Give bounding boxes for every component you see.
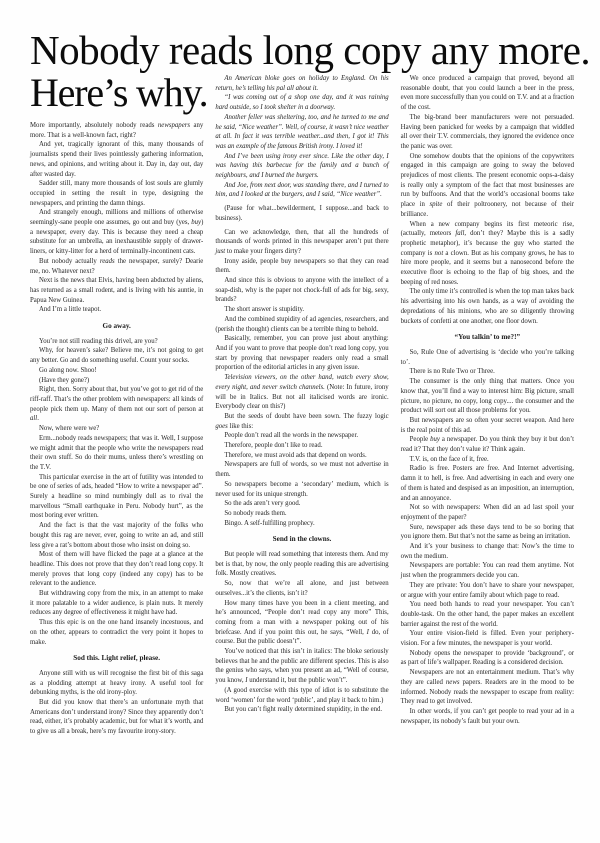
text-run: People	[409, 436, 431, 444]
paragraph	[401, 220, 574, 288]
paragraph: The consumer is the only thing that matters. Once you know that, you’ll find a way to interest him: Big picture, small picture, no picture, no copy, long copy.... the consumer and the product will sort out all those problems for you.	[400, 378, 574, 415]
section-heading: Sod this. Light relief, please.	[73, 654, 161, 663]
paragraph: And since this is obvious to anyone with the intellect of a soap-dish, why is the paper not chock-full of ads for big, sexy, brands?	[215, 277, 389, 304]
paragraph: Newspapers are full of words, so we must not advertise in them.	[215, 461, 389, 479]
paragraph	[215, 599, 388, 648]
paragraph: They are private: You don’t have to share your newspaper, or argue with your entire family about which page to read.	[400, 581, 574, 599]
paragraph: Erm...nobody reads newspapers; that was it. Well, I suppose we might admit that the people who write the newspapers read their own stuff. So do their mums, unless there’s wrestling on the T.V.	[30, 434, 204, 471]
section-heading: Send in the clowns.	[272, 535, 332, 544]
italic-text-run: Television viewers, on the other hand, watch every show, every night, and never switch channels.	[215, 374, 389, 391]
text-run: How many times have you been in a client meeting, and he’s announced, “People don’t read copy any more” This, coming from a man with a newspaper poking out of his briefcase. And if you point this out, he says, “Well,	[215, 599, 389, 636]
column-layout	[30, 70, 574, 737]
text-run: One somehow doubts that the opinions of the copywriters engaged in this campaign are going to sway the beloved prejudices of most clients. The present economic oops-a-daisy is really only a symptom of the fact that most businesses are run by buffoons. And that the world’s occasional booms take place in	[400, 152, 574, 209]
paragraph: Sadder still, many more thousands of lost souls are glumly occupied in setting the result in type, designing the newspapers, and printing the damn things.	[30, 180, 204, 207]
paragraph: There is no Rule Two or Three.	[409, 368, 495, 376]
text-run: .	[37, 415, 39, 423]
text-run: to make your fingers dirty?	[225, 247, 301, 255]
paragraph	[215, 647, 388, 686]
italic-text-run: newspapers	[157, 122, 191, 129]
paragraph	[30, 121, 203, 140]
paragraph	[30, 385, 203, 424]
paragraph: But you can’t fight really determined stupidity, in the end.	[224, 706, 383, 714]
paragraph: “I was coming out of a shop one day, and it was raining hard outside, so I took shelter in a doorway.	[215, 94, 389, 112]
column-1	[30, 70, 208, 737]
italic-text-run: buy	[430, 436, 440, 444]
paragraph: And I’m a little teapot.	[39, 306, 102, 314]
text-run: But nobody actually	[39, 257, 100, 265]
text-run: And strangely enough, millions and millions of otherwise seemingly-sane people one assumes, go out and buy (yes,	[30, 209, 204, 227]
paragraph: (A good exercise with this type of idiot is to substitute the word ‘women’ for the word ‘public’, and play it back to him.)	[215, 686, 389, 704]
text-run: do, of course. But the public doesn’t”.	[215, 628, 389, 646]
paragraph: The only time it’s controlled is when the top man takes back his advertising into his own hands, as a way of avoiding the depredations of his minions, who are so diligently throwing buckets of confetti at one another, one floor down.	[400, 288, 574, 325]
paragraph	[401, 152, 574, 220]
text-run: of their poltroonery, not because of their brilliance.	[400, 201, 574, 218]
paragraph: An American bloke goes on holiday to England. On his return, he’s telling his pal all about it.	[215, 75, 389, 92]
paragraph: The big-brand beer manufacturers were not persuaded. Having been panicked for weeks by a campaign that widdled all over their T.V. commercials, they ignored the evidence once the panic was over.	[400, 113, 574, 150]
italic-text-run: not	[434, 249, 444, 257]
paragraph: Most of them will have flicked the page at a glance at the headline. This does not prove that they don’t read long copy. It merely proves that long copy (indeed any copy) has to be relevant to the audience.	[30, 551, 204, 588]
paragraph: Newspapers are portable: You can read them anytime. Not just when the programmers decide you can.	[400, 562, 574, 580]
paragraph: The short answer is stupidity.	[224, 306, 305, 314]
paragraph: And I’ve been using irony ever since. Like the other day, I was having this barbecue for the family and a bunch of neighbours, and I burned the burgers.	[215, 152, 389, 180]
italic-text-run: I	[245, 677, 248, 685]
paragraph	[401, 435, 574, 454]
text-run: Right, then. Sorry about that, but you’ve got to get rid of the riff-raff. That’s the other problem with newspapers: all kinds of people pick them up. Many of them not our sort of person at	[30, 386, 204, 413]
paragraph: We once produced a campaign that proved, beyond all reasonable doubt, that you could launch a beer in the press, even more successfully than you could on T.V. and at a fraction of the cost.	[400, 75, 574, 112]
text-run: understand it, but the public won’t”.	[247, 677, 348, 685]
paragraph: Next is the news that Elvis, having been abducted by aliens, has returned as a small rodent, and is living with his auntie, in Papua New Guinea.	[30, 277, 204, 304]
paragraph: Therefore, people don’t like to read.	[224, 442, 323, 450]
text-run: a newspaper. Do you think they buy it but don’t read it? That they don’t value it? Think again.	[400, 436, 574, 454]
paragraph: But people will read something that interests them. And my bet is that, by now, the only people reading this are advertising folk. Mostly creatives.	[215, 551, 389, 578]
paragraph: But newspapers are so often your secret weapon. And here is the real point of this ad.	[400, 416, 574, 434]
headline-line2: Here’s why.	[30, 70, 208, 115]
text-run: Can we acknowledge, then, that all the hundreds of thousands of words printed in this newspaper aren’t put there	[215, 228, 389, 246]
text-run: like this:	[227, 422, 254, 430]
column-2	[215, 74, 388, 737]
text-run: any more. That is a well-known fact, right?	[30, 122, 204, 139]
paragraph	[30, 208, 203, 257]
text-run: the newspaper, surely? Dearie me, no. Whatever next?	[30, 257, 204, 275]
paragraph: So, Rule One of advertising is ‘decide who you’re talking to’.	[400, 348, 574, 366]
paragraph	[401, 668, 574, 707]
paragraph: (Pause for what...bewilderment, I suppose...and back to business).	[215, 205, 389, 222]
paragraph: So the ads aren’t very good.	[224, 500, 301, 508]
paragraph: Thus this epic is on the one hand insanely incestuous, and on the other, appears to contradict the very point it hopes to make.	[30, 619, 204, 646]
italic-text-run: just	[215, 247, 226, 255]
paragraph: Bingo. A self-fulfilling prophecy.	[224, 519, 315, 527]
italic-text-run: reads	[99, 257, 115, 265]
italic-text-run: fall	[455, 230, 465, 238]
column-3	[401, 74, 574, 737]
text-run: (Note: In future, irony will be in Italics. But not all italicised words are ironic. Everybody clear on this?)	[215, 383, 389, 411]
italic-text-run: goes	[215, 422, 228, 430]
italic-text-run: news	[445, 678, 460, 686]
paragraph	[215, 228, 388, 257]
text-run: More importantly, absolutely nobody reads	[30, 122, 158, 129]
paragraph: But did you know that there’s an unfortunate myth that Americans don’t understand irony? Since they apparently don’t read, either, it’s probably academic, but for what it’s worth, and to give us all a break, here’s my favourite irony-story.	[30, 699, 204, 736]
paragraph: T.V. is, on the face of it, free.	[409, 455, 489, 463]
paragraph: And the fact is that the vast majority of the folks who bought this rag are never, ever, going to write an ad, and still less give a rat’s bottom about those who insist on doing so.	[30, 522, 204, 549]
paragraph: So nobody reads them.	[224, 509, 287, 517]
paragraph	[215, 373, 388, 412]
headline-line1: Nobody reads long copy any more.	[30, 27, 591, 73]
italic-text-run: all	[30, 415, 38, 423]
paragraph: Go along now. Shoo!	[39, 366, 97, 374]
paragraph	[30, 257, 203, 276]
paragraph: (Have they gone?)	[39, 376, 90, 384]
paragraph: And it’s your business to change that: Now’s the time to own the medium.	[400, 543, 574, 560]
text-run: But the seeds of doubt have been sown. The fuzzy logic	[224, 412, 389, 420]
paragraph: Another feller was sheltering, too, and he turned to me and he said, “Nice weather”. Well, of course, it wasn’t nice weather at all. In fact it was terrible weather...and then, I got it! This was an example of the famous British irony. I loved it!	[215, 113, 389, 150]
paragraph: Your entire vision-field is filled. Even your periphery-vision. For a few minutes, the newspaper is your world.	[400, 630, 574, 648]
paragraph: Nobody opens the newspaper to provide ‘background’, or as part of life’s wallpaper. Reading is a considered decision.	[400, 649, 574, 667]
paragraph: You need both hands to read your newspaper. You can’t double-task. On the other hand, the paper makes an excellent barrier against the rest of the world.	[400, 601, 574, 628]
paragraph: Therefore, we must avoid ads that depend on words.	[224, 451, 367, 459]
paragraph: Sure, newspaper ads these days tend to be so boring that you ignore them. But that’s not the same as being an irritation.	[400, 523, 574, 541]
paragraph: Radio is free. Posters are free. And Internet advertising, damn it to hell, is free. And advertising in each and every one of them is hated and despised as an imposition, an interruption, and an annoyance.	[400, 465, 574, 502]
paragraph: So, now that we’re all alone, and just between ourselves...it’s the clients, isn’t it?	[215, 580, 389, 597]
italic-text-run: I	[366, 628, 369, 636]
paragraph: In other words, if you can’t get people to read your ad in a newspaper, its nobody’s fault but your own.	[400, 708, 574, 725]
paragraph: And the combined stupidity of ad agencies, researchers, and (perish the thought) clients can be a terrible thing to behold.	[215, 315, 389, 333]
text-run: Newspapers are not an entertainment medium. That’s why they are called	[400, 669, 574, 686]
paragraph: Not so with newspapers: When did an ad last spoil your enjoyment of the paper?	[400, 504, 574, 521]
text-run: When a new company begins its first meteoric rise, (actually, meteors	[400, 220, 574, 238]
text-run: , don’t they? Maybe this is a sadly prophetic metaphor), it’s because the guy who started the company is	[400, 230, 574, 257]
paragraph: And Joe, from next door, was standing there, and I turned to him, and I looked at the burgers, and I said, “Nice weather”.	[215, 181, 389, 199]
section-heading: “You talkin’ to me?!”	[454, 333, 521, 342]
paragraph: Anyone still with us will recognise the first bit of this saga as a plodding attempt at heavy irony. A useful tool for debunking myths, is the old irony-ploy.	[30, 669, 204, 697]
paragraph: Basically, remember, you can prove just about anything: And if you want to prove that people don’t read long copy, you start by proving that newspaper readers only read a small proportion of the editorial articles in any given issue.	[215, 335, 389, 372]
paragraph: People don’t read all the words in the newspaper.	[224, 432, 359, 440]
paragraph: You’re not still reading this drivel, are you?	[39, 337, 158, 345]
text-run: papers. Readers are in the mood to be informed. Nobody reads the newspaper to escape from reality: They read to get involved.	[400, 678, 574, 706]
italic-text-run: buy	[191, 219, 202, 227]
paragraph	[215, 412, 388, 431]
paragraph: This particular exercise in the art of futility was intended to be one of series of ads, headed “How to write a newspaper ad”. Surely a headline so mind numbingly dull as to rival the marvellous “Small earthquake in Peru. Nobody hurt”, as the most boring ever written.	[30, 473, 204, 520]
italic-text-run: spite	[429, 201, 443, 209]
text-run: ) a newspaper, every day. This is because they need a cheap substitute for an umbrella, an inexhaustible supply of drawer-liners, or kitty-litter for a herd of terminally-incontinent cats.	[30, 219, 204, 256]
text-run: You’ve noticed that this isn’t in italics: The bloke seriously believes that he and the public are different species. This is also the genius who says, when you present an ad, “Well of course, you know,	[215, 648, 389, 685]
paragraph: Why, for heaven’s sake? Believe me, it’s not going to get any better. Go and do something useful. Count your socks.	[30, 347, 204, 365]
paragraph: Now, where were we?	[39, 425, 100, 433]
paragraph: And yet, tragically ignorant of this, many thousands of journalists spend their lives pointlessly gathering information, news, and opinions, and writing about it. Day in, day out, day after wasted day.	[30, 141, 204, 178]
section-heading: Go away.	[102, 322, 131, 331]
paragraph: So newspapers become a ‘secondary’ medium, which is never used for its unique strength.	[215, 480, 389, 498]
paragraph: Irony aside, people buy newspapers so that they can read them.	[215, 257, 389, 275]
paragraph: But withdrawing copy from the mix, in an attempt to make it more palatable to a wider audience, is plain nuts. It merely reduces any degree of effectiveness it might have had.	[30, 590, 204, 617]
text-run: a clown. But as his company grows, he has to hire more people, and it seems but a nanosecond before the executive floor is echoing to the flap of big shoes, and the beeping of red noses.	[400, 249, 574, 286]
